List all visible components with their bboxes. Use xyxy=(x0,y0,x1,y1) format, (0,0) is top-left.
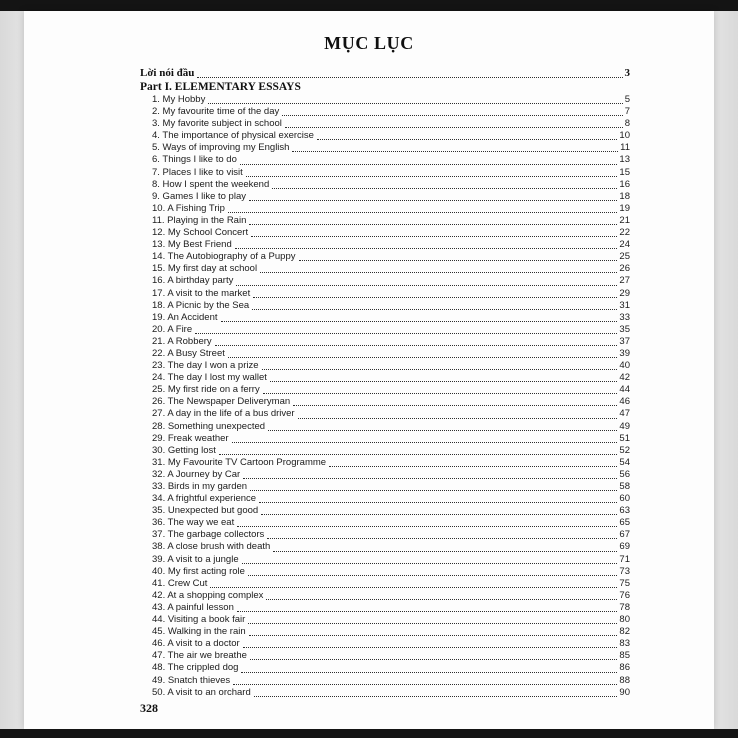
toc-entry-page: 39 xyxy=(619,347,630,359)
dot-leader xyxy=(248,575,618,576)
toc-entry xyxy=(140,106,630,118)
toc-entry-page: 83 xyxy=(619,638,630,650)
dot-leader xyxy=(317,139,617,140)
dot-leader xyxy=(195,333,617,334)
dot-leader xyxy=(259,502,617,503)
toc-entry-page: 76 xyxy=(619,589,630,601)
toc-entry-label: 45. Walking in the rain xyxy=(152,626,246,638)
dot-leader xyxy=(270,381,617,382)
toc-entry-label: 39. A visit to a jungle xyxy=(152,553,239,565)
toc-entry-label: 32. A Journey by Car xyxy=(152,468,241,480)
toc-entry xyxy=(140,602,630,614)
toc-entry-label: 4. The importance of physical exercise xyxy=(152,130,314,142)
toc-entry-page: 85 xyxy=(619,650,630,662)
toc-entry-label: 31. My Favourite TV Cartoon Programme xyxy=(152,456,327,468)
toc-entry-label: 18. A Picnic by the Sea xyxy=(152,299,250,311)
toc-entry-page: 75 xyxy=(619,577,630,589)
toc-entry xyxy=(140,227,630,239)
page-title: MỤC LỤC xyxy=(324,33,414,53)
toc-entry xyxy=(140,481,630,493)
toc-entry-label: 44. Visiting a book fair xyxy=(152,614,246,626)
toc-list xyxy=(140,67,630,699)
toc-entry-page: 67 xyxy=(619,529,630,541)
toc-entry-page: 56 xyxy=(619,468,630,480)
dot-leader xyxy=(249,200,617,201)
toc-entry xyxy=(140,421,630,433)
toc-entry-page: 40 xyxy=(619,360,630,372)
toc-entry-label: 13. My Best Friend xyxy=(152,239,232,251)
toc-entry xyxy=(140,384,630,396)
toc-entry xyxy=(140,614,630,626)
dot-leader xyxy=(237,611,618,612)
toc-entry-label: 12. My School Concert xyxy=(152,227,249,239)
dot-leader xyxy=(253,297,617,298)
toc-entry-page: 24 xyxy=(619,239,630,251)
toc-entry-label: 5. Ways of improving my English xyxy=(152,142,290,154)
dot-leader xyxy=(237,526,617,527)
toc-entry-page: 51 xyxy=(619,432,630,444)
toc-entry-page: 52 xyxy=(619,444,630,456)
toc-entry xyxy=(140,239,630,251)
dot-leader xyxy=(241,672,617,673)
dot-leader xyxy=(251,236,617,237)
dot-leader xyxy=(232,442,618,443)
toc-entry-label: 11. Playing in the Rain xyxy=(152,214,247,226)
dot-leader xyxy=(246,176,618,177)
toc-entry xyxy=(140,372,630,384)
toc-entry-page: 27 xyxy=(619,275,630,287)
toc-entry-label: 42. At a shopping complex xyxy=(152,589,264,601)
toc-entry-label: 25. My first ride on a ferry xyxy=(152,384,260,396)
toc-entry-page: 58 xyxy=(619,481,630,492)
toc-entry-page: 80 xyxy=(619,614,630,626)
toc-entry-page: 10 xyxy=(619,130,630,142)
toc-entry-page: 63 xyxy=(619,505,630,517)
toc-page xyxy=(24,11,714,729)
toc-entry xyxy=(140,215,630,227)
toc-entry xyxy=(140,300,630,312)
toc-entry-page: 21 xyxy=(619,214,630,226)
toc-entry-page: 90 xyxy=(619,686,630,698)
toc-entry-label: 29. Freak weather xyxy=(152,432,229,444)
toc-entry xyxy=(140,336,630,348)
toc-entry-label: 8. How I spent the weekend xyxy=(152,178,270,190)
dot-leader xyxy=(262,369,618,370)
dot-leader xyxy=(228,357,618,358)
dot-leader xyxy=(228,212,618,213)
toc-preface-label: Lời nói đầu xyxy=(140,67,195,79)
dot-leader xyxy=(197,77,622,78)
toc-entry xyxy=(140,675,630,687)
toc-entry-page: 25 xyxy=(619,251,630,263)
toc-entry-page: 5 xyxy=(624,94,630,105)
toc-entry xyxy=(140,578,630,590)
toc-entry-page: 42 xyxy=(619,372,630,384)
toc-entry xyxy=(140,288,630,300)
toc-entry-label: 23. The day I won a prize xyxy=(152,360,259,372)
toc-entry xyxy=(140,263,630,275)
dot-leader xyxy=(282,115,622,116)
toc-entry xyxy=(140,360,630,372)
dot-leader xyxy=(267,538,617,539)
toc-entry xyxy=(140,118,630,130)
toc-entry xyxy=(140,191,630,203)
toc-entry-label: 38. A close brush with death xyxy=(152,541,271,553)
dot-leader xyxy=(243,478,617,479)
dot-leader xyxy=(254,696,618,697)
dot-leader xyxy=(266,599,617,600)
toc-entry-page: 65 xyxy=(619,517,630,529)
toc-entry-page: 13 xyxy=(619,154,630,166)
toc-entry-page: 16 xyxy=(619,178,630,190)
toc-entry xyxy=(140,251,630,263)
toc-entry xyxy=(140,203,630,215)
dot-leader xyxy=(298,418,618,419)
toc-entry-label: 36. The way we eat xyxy=(152,517,235,529)
toc-entry xyxy=(140,312,630,324)
toc-entry xyxy=(140,469,630,481)
toc-entry-page: 11 xyxy=(620,142,630,154)
dot-leader xyxy=(249,635,618,636)
toc-entry-label: 21. A Robbery xyxy=(152,335,212,347)
dot-leader xyxy=(215,345,618,346)
dot-leader xyxy=(242,563,618,564)
toc-entry-page: 60 xyxy=(619,493,630,505)
toc-entry-label: 37. The garbage collectors xyxy=(152,529,265,541)
dot-leader xyxy=(273,551,617,552)
toc-entry xyxy=(140,687,630,699)
toc-entry xyxy=(140,130,630,142)
toc-entry-label: 28. Something unexpected xyxy=(152,420,266,432)
toc-entry-page: 26 xyxy=(619,263,630,275)
toc-entry-page: 37 xyxy=(619,335,630,347)
dot-leader xyxy=(210,587,617,588)
toc-preface-page: 3 xyxy=(624,67,630,79)
dot-leader xyxy=(240,164,618,165)
dot-leader xyxy=(252,309,617,310)
toc-entry xyxy=(140,154,630,166)
dot-leader xyxy=(219,454,618,455)
dot-leader xyxy=(208,103,622,104)
toc-entry-label: 6. Things I like to do xyxy=(152,154,237,166)
toc-entry-label: 1. My Hobby xyxy=(152,94,206,105)
toc-entry xyxy=(140,529,630,541)
toc-entry-page: 69 xyxy=(619,541,630,553)
toc-entry-label: 48. The crippled dog xyxy=(152,662,239,674)
toc-entry-label: 35. Unexpected but good xyxy=(152,505,259,517)
toc-entry-label: 40. My first acting role xyxy=(152,565,245,577)
dot-leader xyxy=(236,285,617,286)
dot-leader xyxy=(250,490,617,491)
photo-bottom-edge xyxy=(0,729,738,738)
toc-entry-page: 54 xyxy=(619,456,630,468)
toc-entry-label: 43. A painful lesson xyxy=(152,601,234,613)
toc-entry-page: 31 xyxy=(619,299,630,311)
toc-entry-label: 3. My favorite subject in school xyxy=(152,118,282,130)
dot-leader xyxy=(235,248,618,249)
part-heading: Part I. ELEMENTARY ESSAYS xyxy=(140,81,301,93)
toc-entry-label: 33. Birds in my garden xyxy=(152,481,248,492)
toc-entry-page: 33 xyxy=(619,311,630,323)
toc-entry-page: 8 xyxy=(624,118,630,130)
toc-entries xyxy=(140,94,630,699)
toc-entry xyxy=(140,94,630,106)
dot-leader xyxy=(248,623,617,624)
folio-page-number: 328 xyxy=(140,701,158,715)
toc-entry-label: 2. My favourite time of the day xyxy=(152,106,280,118)
photo-top-edge xyxy=(0,0,738,11)
toc-entry-label: 27. A day in the life of a bus driver xyxy=(152,408,295,420)
toc-entry xyxy=(140,505,630,517)
dot-leader xyxy=(285,127,623,128)
toc-entry xyxy=(140,457,630,469)
toc-entry xyxy=(140,408,630,420)
toc-entry xyxy=(140,445,630,457)
toc-entry-label: 22. A Busy Street xyxy=(152,347,225,359)
toc-entry-page: 71 xyxy=(619,553,630,565)
toc-entry-label: 9. Games I like to play xyxy=(152,190,246,202)
dot-leader xyxy=(221,321,618,322)
toc-entry-label: 20. A Fire xyxy=(152,323,193,335)
toc-entry-page: 46 xyxy=(619,396,630,408)
toc-entry-label: 16. A birthday party xyxy=(152,275,234,287)
toc-entry xyxy=(140,348,630,360)
toc-entry xyxy=(140,433,630,445)
toc-entry-label: 10. A Fishing Trip xyxy=(152,202,225,214)
toc-entry-label: 7. Places I like to visit xyxy=(152,166,243,178)
toc-entry xyxy=(140,493,630,505)
dot-leader xyxy=(263,393,618,394)
dot-leader xyxy=(261,514,617,515)
dot-leader xyxy=(268,430,617,431)
toc-entry-page: 7 xyxy=(624,106,630,118)
toc-entry-label: 47. The air we breathe xyxy=(152,650,247,662)
toc-entry-page: 35 xyxy=(619,323,630,335)
dot-leader xyxy=(272,188,617,189)
toc-entry-label: 15. My first day at school xyxy=(152,263,258,275)
dot-leader xyxy=(260,272,617,273)
toc-entry-page: 49 xyxy=(619,420,630,432)
toc-entry-label: 49. Snatch thieves xyxy=(152,674,231,686)
dot-leader xyxy=(293,405,617,406)
dot-leader xyxy=(292,151,618,152)
toc-entry-page: 88 xyxy=(619,674,630,686)
toc-preface-row xyxy=(140,67,630,80)
toc-entry-page: 82 xyxy=(619,626,630,638)
dot-leader xyxy=(329,466,617,467)
toc-entry xyxy=(140,396,630,408)
toc-entry-label: 26. The Newspaper Deliveryman xyxy=(152,396,291,408)
toc-entry xyxy=(140,324,630,336)
toc-entry xyxy=(140,554,630,566)
toc-entry xyxy=(140,626,630,638)
toc-entry-page: 78 xyxy=(619,601,630,613)
toc-entry-page: 15 xyxy=(619,166,630,178)
toc-entry xyxy=(140,650,630,662)
toc-entry-page: 47 xyxy=(619,408,630,420)
toc-entry-label: 17. A visit to the market xyxy=(152,287,251,299)
toc-entry-label: 14. The Autobiography of a Puppy xyxy=(152,251,296,263)
toc-entry xyxy=(140,142,630,154)
dot-leader xyxy=(250,659,618,660)
toc-entry-label: 34. A frightful experience xyxy=(152,493,257,505)
toc-entry-page: 18 xyxy=(619,190,630,202)
dot-leader xyxy=(233,684,617,685)
toc-entry xyxy=(140,638,630,650)
toc-entry xyxy=(140,167,630,179)
toc-entry xyxy=(140,662,630,674)
toc-entry-label: 41. Crew Cut xyxy=(152,577,208,589)
toc-entry-page: 44 xyxy=(619,384,630,396)
dot-leader xyxy=(249,224,617,225)
toc-entry-label: 50. A visit to an orchard xyxy=(152,686,251,698)
toc-entry-page: 86 xyxy=(619,662,630,674)
toc-entry xyxy=(140,517,630,529)
toc-entry xyxy=(140,541,630,553)
dot-leader xyxy=(299,260,618,261)
toc-entry-label: 19. An Accident xyxy=(152,311,218,323)
toc-entry-page: 73 xyxy=(619,565,630,577)
toc-entry xyxy=(140,566,630,578)
toc-entry-page: 19 xyxy=(619,202,630,214)
toc-entry-label: 30. Getting lost xyxy=(152,444,216,456)
toc-entry xyxy=(140,275,630,287)
toc-entry-label: 46. A visit to a doctor xyxy=(152,638,240,650)
toc-entry xyxy=(140,590,630,602)
toc-entry-page: 22 xyxy=(619,227,630,239)
toc-entry-label: 24. The day I lost my wallet xyxy=(152,372,267,384)
dot-leader xyxy=(243,647,618,648)
toc-entry xyxy=(140,179,630,191)
toc-entry-page: 29 xyxy=(619,287,630,299)
